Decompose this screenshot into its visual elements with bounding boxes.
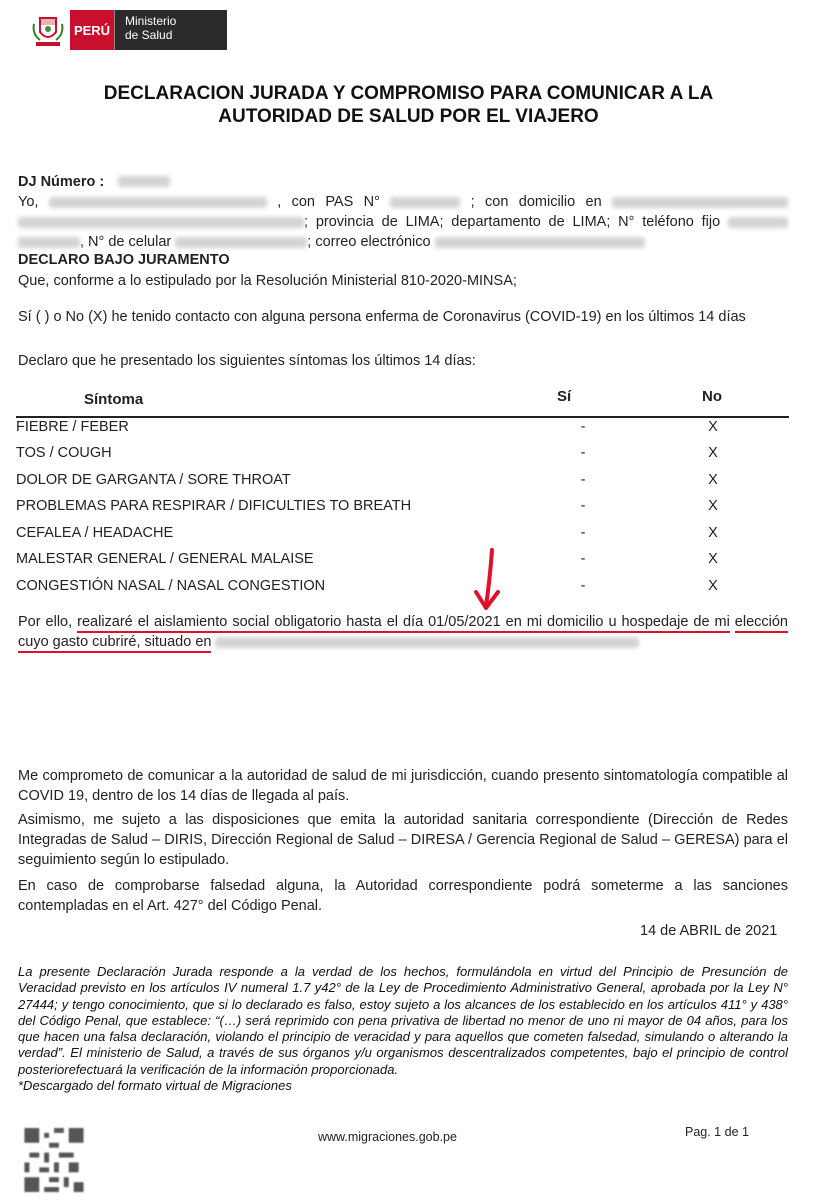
no-cell: X [708, 498, 718, 514]
no-cell: X [708, 578, 718, 594]
symptom-cell: MALESTAR GENERAL / GENERAL MALAISE [16, 551, 314, 567]
table-row [16, 495, 789, 521]
redacted-name [49, 197, 267, 208]
falsehood-paragraph: En caso de comprobarse falsedad alguna, la Autoridad correspondiente podrá someterme a las sanciones contempladas en el Art. 427° del Código Penal. [18, 878, 788, 914]
peru-label: PERÚ [70, 10, 114, 50]
symptom-cell: TOS / COUGH [16, 445, 112, 461]
resolution-text: Que, conforme a lo estipulado por la Resolución Ministerial 810-2020-MINSA; [18, 273, 517, 289]
declaro-heading: DECLARO BAJO JURAMENTO [18, 252, 230, 268]
yes-cell: - [580, 498, 586, 514]
red-arrow-annotation-icon [472, 548, 506, 614]
table-row [16, 442, 789, 468]
symptom-intro: Declaro que he presentado los siguientes síntomas los últimos 14 días: [18, 353, 476, 369]
ministry-label [114, 10, 227, 50]
redacted-cellphone [175, 237, 307, 248]
header-yes: Sí [557, 388, 572, 405]
isolation-statement [18, 612, 788, 652]
declarant-info [18, 192, 788, 252]
redacted-email [435, 237, 645, 248]
dj-number-label: DJ Número : [18, 174, 105, 190]
redacted-dj-number [118, 176, 170, 187]
table-row [16, 522, 789, 548]
ministry-line-2: de Salud [125, 28, 173, 42]
redacted-phone [728, 217, 788, 228]
symptom-cell: CEFALEA / HEADACHE [16, 525, 174, 541]
no-cell: X [708, 472, 718, 488]
no-cell: X [708, 525, 718, 541]
symptom-cell: DOLOR DE GARGANTA / SORE THROAT [16, 472, 291, 488]
redacted-passport [390, 197, 460, 208]
no-cell: X [708, 419, 718, 435]
celular-text: , N° de celular [80, 234, 172, 250]
ministry-line-1: Ministerio [125, 14, 177, 28]
document-title [40, 82, 777, 128]
ministry-logo [26, 10, 236, 50]
symptom-cell: PROBLEMAS PARA RESPIRAR / DIFICULTIES TO BREATH [16, 498, 412, 514]
table-row [16, 469, 789, 495]
provincia-text: ; provincia de LIMA; departamento de LIMA; N° teléfono fijo [304, 214, 721, 230]
commitment-paragraph: Me comprometo de comunicar a la autoridad de salud de mi jurisdicción, cuando presento sintomatología compatible al COVID 19, dentro de los 14 días de llegada al país. [18, 768, 788, 804]
yes-cell: - [580, 525, 586, 541]
redacted-isolation-address [215, 637, 639, 648]
domicilio-text: ; con domicilio en [470, 194, 602, 210]
legal-text: La presente Declaración Jurada responde a la verdad de los hechos, formulándola en virtud del Principio de Presunción de Veracidad previsto en los artículos IV numeral 1.7 y42° de la Ley de Procedimiento Administrativo General, aprobada por la Ley N° 27444; y tengo conocimiento, que si lo declarado es falso, estoy sujeto a los alcances de los establecido en los artículos 411° y 438° del Código Penal, que establece: “(…) será reprimido con pena privativa de libertad no menor de uno ni mayor de 04 años, para los que hacen una falsa declaración, violando el principio de veracidad y para aquellos que cometen falsedad, simulando o alterando la verdad”. El ministerio de Salud, a través de sus órganos y/u organismos descentralizados competentes, bajo el principio de control posteriorefectuará la verificación de la información proporcionada. [18, 964, 788, 1077]
pas-text: , con PAS N° [277, 194, 380, 210]
yes-cell: - [580, 419, 586, 435]
header-symptom: Síntoma [84, 391, 144, 408]
page-number: Pag. 1 de 1 [685, 1125, 749, 1139]
redacted-address-2 [18, 217, 304, 228]
legal-notice [18, 964, 788, 1094]
isolation-underlined-1: realizaré el aislamiento social obligatorio hasta el día 01/05/2021 en mi domicilio u hospedaje de mi [77, 614, 730, 633]
document-date: 14 de ABRIL de 2021 [640, 923, 778, 939]
title-line-2: AUTORIDAD DE SALUD POR EL VIAJERO [218, 106, 599, 127]
yes-cell: - [580, 472, 586, 488]
isolation-prefix: Por ello, [18, 614, 78, 630]
correo-text: ; correo electrónico [307, 234, 431, 250]
contact-question: Sí ( ) o No (X) he tenido contacto con alguna persona enferma de Coronavirus (COVID-19) en los últimos 14 días [18, 309, 746, 325]
title-line-1: DECLARACION JURADA Y COMPROMISO PARA COMUNICAR A LA [103, 83, 714, 104]
table-row [16, 416, 789, 442]
coat-of-arms-icon [26, 10, 70, 50]
symptom-cell: CONGESTIÓN NASAL / NASAL CONGESTION [16, 578, 326, 594]
isolation-underlined-2: elección cuyo gasto cubriré, situado en [18, 614, 788, 653]
yes-cell: - [580, 551, 586, 567]
redacted-phone-2 [18, 237, 80, 248]
no-cell: X [708, 445, 718, 461]
download-note: *Descargado del formato virtual de Migraciones [18, 1078, 292, 1094]
symptom-cell: FIEBRE / FEBER [16, 419, 129, 435]
redacted-address [612, 197, 788, 208]
table-row [16, 548, 789, 574]
yes-cell: - [580, 445, 586, 461]
header-no: No [702, 388, 722, 405]
table-row [16, 575, 789, 601]
yes-cell: - [580, 578, 586, 594]
asimismo-paragraph: Asimismo, me sujeto a las disposiciones que emita la autoridad sanitaria correspondiente (Dirección de Redes Integradas de Salud – DIRIS, Dirección Regional de Salud – DIRESA / Gerencia Regional de Salud – GERESA) para el seguimiento según lo estipulado. [18, 812, 788, 868]
footer-url: www.migraciones.gob.pe [318, 1130, 457, 1144]
qr-code-icon [24, 1128, 84, 1192]
yo-text: Yo, [18, 194, 39, 210]
no-cell: X [708, 551, 718, 567]
